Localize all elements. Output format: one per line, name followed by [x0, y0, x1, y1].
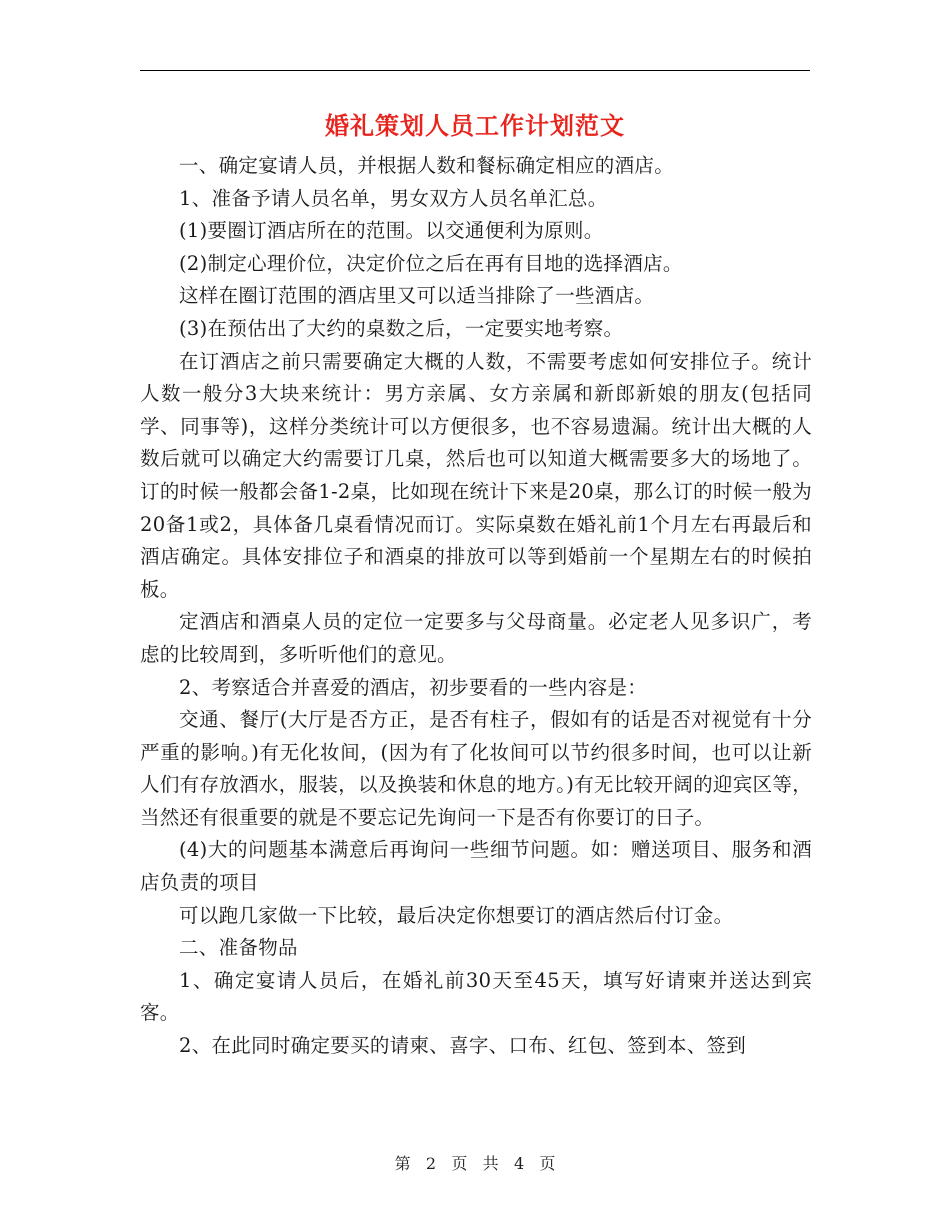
paragraph: 1、准备予请人员名单，男女双方人员名单汇总。	[179, 186, 608, 210]
document-title: 婚礼策划人员工作计划范文	[325, 111, 625, 140]
page-footer	[0, 1152, 950, 1176]
paragraph: 2、考察适合并喜爱的酒店，初步要看的一些内容是：	[179, 675, 648, 699]
footer-label-unit: 页	[451, 1154, 468, 1173]
paragraph: 1、确定宴请人员后，在婚礼前30天至45天，填写好请柬并送达到宾客。	[140, 968, 812, 1025]
footer-total-pages: 4	[513, 1154, 525, 1173]
footer-label-page: 第	[394, 1154, 411, 1173]
paragraph: 2、在此同时确定要买的请柬、喜字、口布、红包、签到本、签到	[179, 1034, 747, 1058]
paragraph: 在订酒店之前只需要确定大概的人数，不需要考虑如何安排位子。统计人数一般分3大块来统计：男方亲属、女方亲属和新郎新娘的朋友(包括同学、同事等)，这样分类统计可以方便很多，也不容易遗漏。统计出大概的人数后就可以确定大约需要订几桌，然后也可以知道大概需要多大的场地了。订的时候一般都会备1-2桌，比如现在统计下来是20桌，那么订的时候一般为20备1或2，具体备几桌看情况而订。实际桌数在婚礼前1个月左右再最后和酒店确定。具体安排位子和酒桌的排放可以等到婚前一个星期左右的时候拍板。	[140, 349, 812, 601]
paragraph: 这样在圈订范围的酒店里又可以适当排除了一些酒店。	[179, 284, 655, 308]
paragraph: 定酒店和酒桌人员的定位一定要多与父母商量。必定老人见多识广，考虑的比较周到，多听听他们的意见。	[140, 610, 812, 666]
paragraph: 一、确定宴请人员，并根据人数和餐标确定相应的酒店。	[179, 154, 675, 177]
paragraph: 二、准备物品	[179, 936, 298, 960]
paragraph: (4)大的问题基本满意后再询问一些细节问题。如：赠送项目、服务和酒店负责的项目	[140, 838, 812, 895]
paragraph: 可以跑几家做一下比较，最后决定你想要订的酒店然后付订金。	[179, 903, 734, 927]
paragraph: (1)要圈订酒店所在的范围。以交通便利为原则。	[179, 219, 604, 243]
paragraph: (3)在预估出了大约的桌数之后，一定要实地考察。	[179, 316, 624, 340]
footer-label-unit-end: 页	[539, 1154, 556, 1173]
paragraph: 交通、餐厅(大厅是否方正，是否有柱子，假如有的话是否对视觉有十分严重的影响。)有无化妆间，(因为有了化妆间可以节约很多时间，也可以让新人们有存放酒水，服装，以及换装和休息的地方。)有无比较开阔的迎宾区等，当然还有很重要的就是不要忘记先询问一下是否有你要订的日子。	[140, 708, 812, 829]
footer-current-page: 2	[425, 1154, 437, 1173]
footer-label-total: 共	[482, 1154, 499, 1173]
header-rule	[140, 70, 810, 71]
paragraph: (2)制定心理价位，决定价位之后在再有目地的选择酒店。	[179, 251, 683, 275]
document-body	[140, 150, 812, 1063]
